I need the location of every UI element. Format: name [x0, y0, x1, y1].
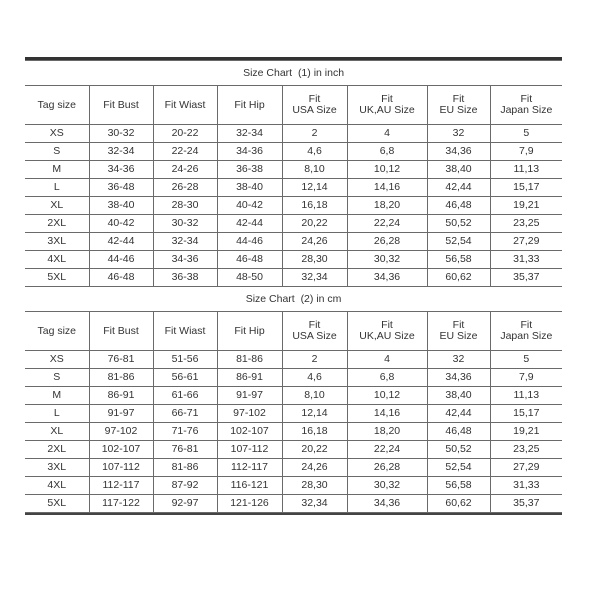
table-cell: 81-86: [89, 369, 153, 387]
table-cell: 46,48: [427, 423, 490, 441]
table-cell: 52,54: [427, 459, 490, 477]
tag-size-cell: 2XL: [25, 441, 89, 459]
table-cell: 46-48: [217, 251, 282, 269]
table-cell: 42-44: [89, 233, 153, 251]
table-cell: 5: [490, 351, 562, 369]
table-cell: 32,34: [282, 495, 347, 513]
tag-size-cell: M: [25, 161, 89, 179]
table-cell: 42-44: [217, 215, 282, 233]
table-row: [25, 179, 562, 197]
size-chart-title-row: [25, 61, 562, 86]
table-cell: 30,32: [347, 477, 427, 495]
table-cell: 40-42: [217, 197, 282, 215]
column-header-label: UK,AU Size: [359, 330, 415, 342]
column-header-label: UK,AU Size: [359, 104, 415, 116]
table-row: [25, 405, 562, 423]
table-cell: 32: [427, 125, 490, 143]
table-cell: 20-22: [153, 125, 217, 143]
column-header: [490, 86, 562, 125]
tag-size-cell: 5XL: [25, 269, 89, 287]
table-cell: 56,58: [427, 251, 490, 269]
table-row: [25, 477, 562, 495]
table-cell: 6,8: [347, 369, 427, 387]
table-cell: 50,52: [427, 215, 490, 233]
table-cell: 107-112: [217, 441, 282, 459]
table-cell: 40-42: [89, 215, 153, 233]
table-cell: 91-97: [217, 387, 282, 405]
table-cell: 28,30: [282, 477, 347, 495]
table-cell: 116-121: [217, 477, 282, 495]
column-header-label: Fit: [520, 93, 533, 105]
size-chart-title-row: [25, 287, 562, 312]
table-cell: 27,29: [490, 233, 562, 251]
column-header-label: EU Size: [439, 104, 478, 116]
table-cell: 2: [282, 125, 347, 143]
table-cell: 56,58: [427, 477, 490, 495]
table-cell: 34,36: [347, 495, 427, 513]
size-chart-document: [25, 57, 562, 515]
column-header-label: Fit: [381, 319, 393, 331]
table-row: [25, 215, 562, 233]
tag-size-cell: 5XL: [25, 495, 89, 513]
table-cell: 24,26: [282, 459, 347, 477]
table-cell: 112-117: [89, 477, 153, 495]
column-header-label: USA Size: [292, 104, 337, 116]
table-cell: 11,13: [490, 161, 562, 179]
table-cell: 31,33: [490, 251, 562, 269]
table-row: [25, 125, 562, 143]
column-header-label: Tag size: [37, 324, 77, 337]
column-header-label: Tag size: [37, 98, 77, 111]
table-cell: 66-71: [153, 405, 217, 423]
column-header-label: Fit Hip: [234, 98, 265, 111]
table-cell: 30-32: [89, 125, 153, 143]
column-header-label: Fit: [308, 319, 321, 331]
tag-size-cell: 3XL: [25, 233, 89, 251]
tag-size-cell: XS: [25, 351, 89, 369]
table-cell: 31,33: [490, 477, 562, 495]
table-cell: 6,8: [347, 143, 427, 161]
table-cell: 46,48: [427, 197, 490, 215]
table-cell: 28-30: [153, 197, 217, 215]
table-cell: 26-28: [153, 179, 217, 197]
column-header: [347, 86, 427, 125]
column-header-label: Fit Hip: [234, 324, 265, 337]
column-header-label: USA Size: [292, 330, 337, 342]
column-header: [25, 86, 89, 125]
tag-size-cell: 4XL: [25, 251, 89, 269]
table-cell: 97-102: [89, 423, 153, 441]
table-cell: 36-48: [89, 179, 153, 197]
table-cell: 15,17: [490, 179, 562, 197]
table-cell: 12,14: [282, 179, 347, 197]
table-row: [25, 369, 562, 387]
table-cell: 38-40: [217, 179, 282, 197]
column-header: [427, 312, 490, 351]
column-header-label: Japan Size: [500, 330, 553, 342]
tag-size-cell: 2XL: [25, 215, 89, 233]
size-chart-unit: (2) in cm: [300, 292, 342, 305]
table-cell: 14,16: [347, 179, 427, 197]
table-cell: 32-34: [217, 125, 282, 143]
table-cell: 18,20: [347, 197, 427, 215]
table-cell: 22,24: [347, 441, 427, 459]
size-chart-title: [25, 61, 562, 86]
table-cell: 16,18: [282, 423, 347, 441]
table-cell: 10,12: [347, 387, 427, 405]
table-cell: 34-36: [89, 161, 153, 179]
column-header: [153, 312, 217, 351]
table-cell: 24,26: [282, 233, 347, 251]
table-cell: 4: [347, 351, 427, 369]
table-cell: 15,17: [490, 405, 562, 423]
table-cell: 22,24: [347, 215, 427, 233]
table-cell: 42,44: [427, 179, 490, 197]
table-cell: 19,21: [490, 197, 562, 215]
column-header-label: Fit Wiast: [164, 98, 206, 111]
table-cell: 38,40: [427, 387, 490, 405]
table-cell: 71-76: [153, 423, 217, 441]
table-cell: 8,10: [282, 161, 347, 179]
table-cell: 38,40: [427, 161, 490, 179]
table-cell: 32,34: [282, 269, 347, 287]
table-row: [25, 269, 562, 287]
column-header-row: [25, 86, 562, 125]
table-row: [25, 143, 562, 161]
table-cell: 10,12: [347, 161, 427, 179]
table-cell: 20,22: [282, 215, 347, 233]
table-cell: 32: [427, 351, 490, 369]
table-cell: 24-26: [153, 161, 217, 179]
table-cell: 32-34: [89, 143, 153, 161]
table-cell: 34,36: [427, 143, 490, 161]
column-header: [282, 86, 347, 125]
table-row: [25, 197, 562, 215]
table-cell: 23,25: [490, 441, 562, 459]
table-cell: 11,13: [490, 387, 562, 405]
table-row: [25, 441, 562, 459]
tag-size-cell: L: [25, 179, 89, 197]
table-cell: 81-86: [153, 459, 217, 477]
table-cell: 7,9: [490, 369, 562, 387]
table-cell: 12,14: [282, 405, 347, 423]
column-header: [490, 312, 562, 351]
table-cell: 30-32: [153, 215, 217, 233]
table-cell: 34-36: [217, 143, 282, 161]
size-chart-unit: (1) in inch: [297, 66, 345, 79]
table-cell: 4,6: [282, 369, 347, 387]
tag-size-cell: S: [25, 143, 89, 161]
table-cell: 36-38: [217, 161, 282, 179]
table-row: [25, 423, 562, 441]
column-header-label: Fit: [520, 319, 533, 331]
table-cell: 76-81: [153, 441, 217, 459]
table-row: [25, 161, 562, 179]
table-cell: 44-46: [89, 251, 153, 269]
column-header-label: Fit Wiast: [164, 324, 206, 337]
table-cell: 50,52: [427, 441, 490, 459]
table-row: [25, 251, 562, 269]
table-cell: 92-97: [153, 495, 217, 513]
column-header-label: Fit: [452, 319, 465, 331]
table-cell: 60,62: [427, 495, 490, 513]
table-cell: 8,10: [282, 387, 347, 405]
table-cell: 87-92: [153, 477, 217, 495]
table-cell: 28,30: [282, 251, 347, 269]
table-cell: 51-56: [153, 351, 217, 369]
tag-size-cell: S: [25, 369, 89, 387]
table-cell: 38-40: [89, 197, 153, 215]
table-cell: 102-107: [217, 423, 282, 441]
tag-size-cell: XL: [25, 423, 89, 441]
tag-size-cell: M: [25, 387, 89, 405]
tag-size-cell: L: [25, 405, 89, 423]
table-cell: 48-50: [217, 269, 282, 287]
column-header: [282, 312, 347, 351]
table-cell: 4,6: [282, 143, 347, 161]
column-header-label: Fit: [308, 93, 321, 105]
column-header-label: Japan Size: [500, 104, 553, 116]
table-cell: 30,32: [347, 251, 427, 269]
table-cell: 36-38: [153, 269, 217, 287]
tag-size-cell: 4XL: [25, 477, 89, 495]
table-cell: 22-24: [153, 143, 217, 161]
column-header: [25, 312, 89, 351]
size-chart-title: [25, 287, 562, 312]
table-cell: 107-112: [89, 459, 153, 477]
table-cell: 35,37: [490, 269, 562, 287]
table-cell: 52,54: [427, 233, 490, 251]
table-cell: 5: [490, 125, 562, 143]
size-chart-table: [25, 60, 562, 513]
table-cell: 27,29: [490, 459, 562, 477]
column-header: [217, 312, 282, 351]
table-cell: 91-97: [89, 405, 153, 423]
table-cell: 23,25: [490, 215, 562, 233]
table-cell: 34,36: [347, 269, 427, 287]
column-header-label: Fit Bust: [103, 98, 139, 111]
column-header: [347, 312, 427, 351]
table-cell: 97-102: [217, 405, 282, 423]
table-cell: 86-91: [89, 387, 153, 405]
table-cell: 26,28: [347, 233, 427, 251]
column-header: [217, 86, 282, 125]
column-header: [89, 86, 153, 125]
size-chart-title-text: Size Chart: [245, 292, 295, 305]
table-cell: 16,18: [282, 197, 347, 215]
column-header-label: Fit: [452, 93, 465, 105]
table-row: [25, 459, 562, 477]
table-cell: 112-117: [217, 459, 282, 477]
table-cell: 86-91: [217, 369, 282, 387]
table-row: [25, 233, 562, 251]
table-cell: 19,21: [490, 423, 562, 441]
tag-size-cell: 3XL: [25, 459, 89, 477]
column-header: [153, 86, 217, 125]
column-header-label: Fit Bust: [103, 324, 139, 337]
table-cell: 117-122: [89, 495, 153, 513]
table-row: [25, 495, 562, 513]
tag-size-cell: XL: [25, 197, 89, 215]
table-cell: 42,44: [427, 405, 490, 423]
table-cell: 32-34: [153, 233, 217, 251]
table-cell: 81-86: [217, 351, 282, 369]
table-cell: 35,37: [490, 495, 562, 513]
table-cell: 20,22: [282, 441, 347, 459]
table-cell: 7,9: [490, 143, 562, 161]
table-cell: 121-126: [217, 495, 282, 513]
table-cell: 46-48: [89, 269, 153, 287]
table-cell: 4: [347, 125, 427, 143]
column-header-label: Fit: [381, 93, 393, 105]
table-row: [25, 387, 562, 405]
table-cell: 56-61: [153, 369, 217, 387]
table-cell: 102-107: [89, 441, 153, 459]
table-cell: 18,20: [347, 423, 427, 441]
table-cell: 61-66: [153, 387, 217, 405]
table-cell: 44-46: [217, 233, 282, 251]
column-header: [427, 86, 490, 125]
table-cell: 76-81: [89, 351, 153, 369]
table-cell: 34-36: [153, 251, 217, 269]
column-header: [89, 312, 153, 351]
size-chart-title-text: Size Chart: [243, 66, 293, 79]
table-row: [25, 351, 562, 369]
tag-size-cell: XS: [25, 125, 89, 143]
table-cell: 14,16: [347, 405, 427, 423]
column-header-label: EU Size: [439, 330, 478, 342]
table-cell: 60,62: [427, 269, 490, 287]
table-cell: 2: [282, 351, 347, 369]
table-cell: 34,36: [427, 369, 490, 387]
column-header-row: [25, 312, 562, 351]
table-cell: 26,28: [347, 459, 427, 477]
